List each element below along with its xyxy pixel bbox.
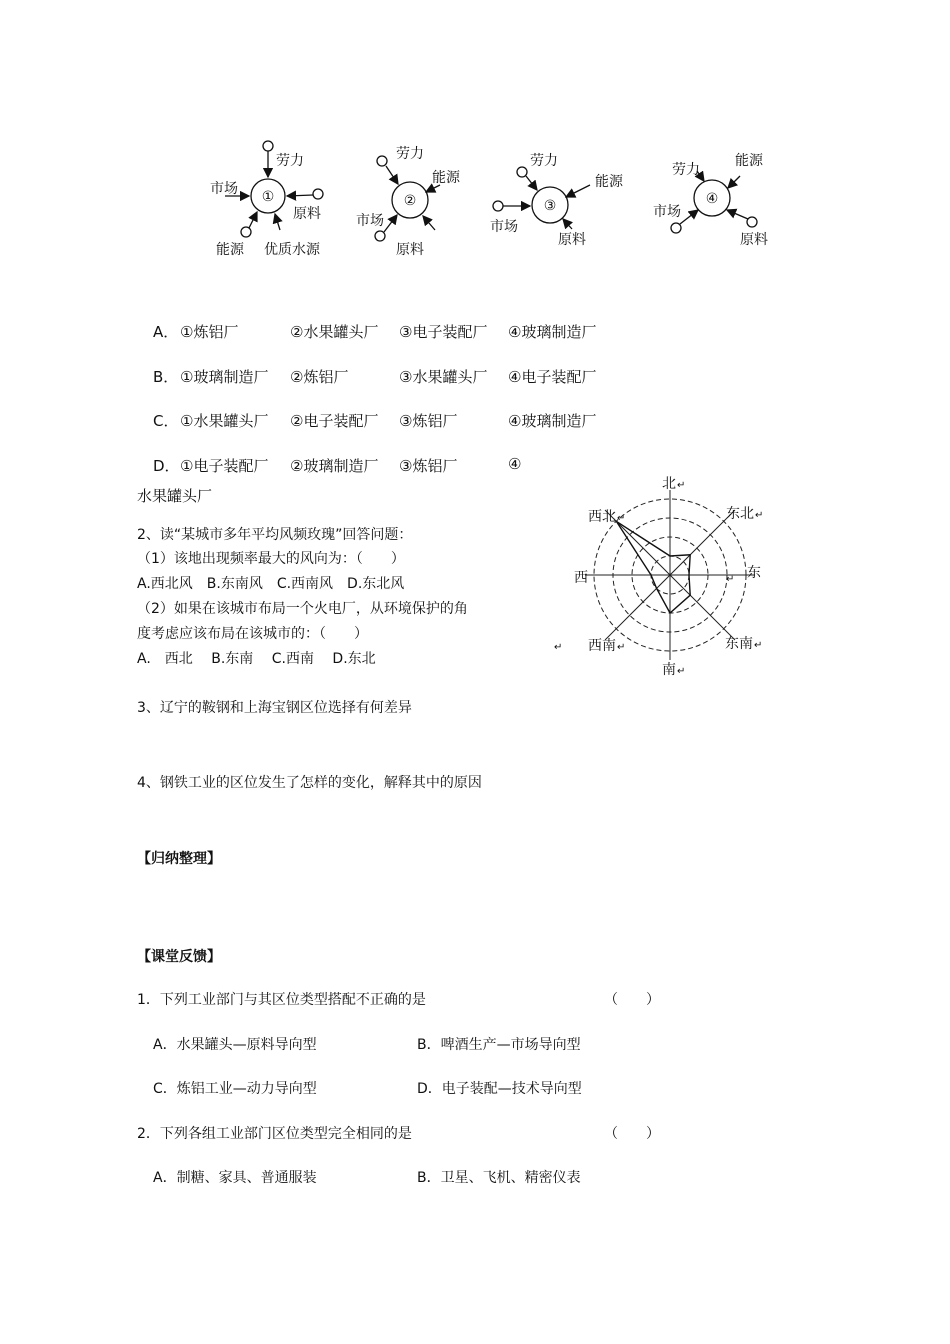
option-item: ④ — [508, 455, 522, 473]
label-s: 南 — [662, 662, 676, 678]
label-e: 东 — [747, 565, 761, 581]
diagram-2-labor: 劳力 — [396, 146, 424, 162]
return-mark: ↵ — [617, 513, 626, 524]
label-nw: 西北 — [588, 509, 616, 525]
f1-question: 1．下列工业部门与其区位类型搭配不正确的是 — [137, 992, 426, 1008]
label-se: 东南 — [725, 636, 753, 652]
option-item: ④玻璃制造厂 — [508, 323, 597, 341]
diagram-2-symbol: ② — [403, 193, 417, 209]
diagram-3-market: 市场 — [490, 219, 518, 235]
return-mark: ↵ — [677, 480, 686, 491]
f2-option-a: A．制糖、家具、普通服装 — [153, 1170, 317, 1186]
wind-rose — [550, 470, 780, 685]
option-item: ②水果罐头厂 — [290, 323, 379, 341]
diagram-3-raw: 原料 — [558, 232, 586, 248]
option-item: ①水果罐头厂 — [180, 412, 269, 430]
q2-sub2-options: A. 西北 B.东南 C.西南 D.东北 — [137, 651, 376, 667]
option-item: ②玻璃制造厂 — [290, 457, 379, 475]
f2-option-b: B．卫星、飞机、精密仪表 — [417, 1170, 581, 1186]
return-mark: ↵ — [755, 510, 764, 521]
option-letter: B． — [153, 368, 179, 386]
diagram-2-market: 市场 — [356, 213, 384, 229]
option-letter: D． — [153, 457, 180, 475]
f1-option-c: C．炼铝工业—动力导向型 — [153, 1081, 317, 1097]
option-item: ③水果罐头厂 — [399, 368, 488, 386]
diagram-4-market: 市场 — [653, 204, 681, 220]
return-mark: ↵ — [754, 640, 763, 651]
label-sw: 西南 — [588, 638, 616, 654]
diagram-2-energy: 能源 — [432, 170, 460, 186]
option-item: ②炼铝厂 — [290, 368, 349, 386]
diagram-1-raw: 原料 — [293, 206, 321, 222]
option-item: ①炼铝厂 — [180, 323, 239, 341]
option-letter: C． — [153, 412, 179, 430]
diagram-3-labor: 劳力 — [530, 153, 558, 169]
diagram-1-energy: 能源 — [216, 242, 244, 258]
diagram-3-energy: 能源 — [595, 174, 623, 190]
diagram-1-symbol: ① — [261, 189, 275, 205]
q2-sub1-options: A.西北风 B.东南风 C.西南风 D.东北风 — [137, 576, 405, 592]
f1-option-b: B．啤酒生产—市场导向型 — [417, 1037, 581, 1053]
option-item: ②电子装配厂 — [290, 412, 379, 430]
return-mark: ↵ — [554, 642, 563, 653]
label-ne: 东北 — [726, 506, 754, 522]
diagram-4-labor: 劳力 — [672, 162, 700, 178]
diagram-4-raw: 原料 — [740, 232, 768, 248]
option-item: ③炼铝厂 — [399, 412, 458, 430]
option-d-tail: 水果罐头厂 — [137, 487, 213, 505]
q2-sub2-line1: （2）如果在该城市布局一个火电厂，从环境保护的角 — [137, 601, 468, 617]
label-w: 西 — [574, 570, 588, 586]
option-letter: A． — [153, 323, 179, 341]
wind-frequency-polygon — [616, 521, 690, 613]
option-item: ③炼铝厂 — [399, 457, 458, 475]
q2-sub2-line2: 度考虑应该布局在该城市的：（ ） — [137, 626, 368, 642]
f2-answer-paren: （ ） — [604, 1126, 660, 1142]
diagram-3-symbol: ③ — [543, 198, 557, 214]
option-item: ④电子装配厂 — [508, 368, 597, 386]
diagram-1-market: 市场 — [210, 181, 238, 197]
f1-answer-paren: （ ） — [604, 992, 660, 1008]
return-mark: ↵ — [677, 666, 686, 677]
location-factor-diagrams — [200, 130, 790, 270]
diagram-2-raw: 原料 — [396, 242, 424, 258]
q2-sub1: （1）该地出现频率最大的风向为：（ ） — [137, 551, 405, 567]
q2-title: 2、读“某城市多年平均风频玫瑰”回答问题： — [137, 527, 413, 543]
diagram-4-energy: 能源 — [735, 153, 763, 169]
option-item: ③电子装配厂 — [399, 323, 488, 341]
diagram-1-water: 优质水源 — [264, 242, 320, 258]
diagram-4-symbol: ④ — [705, 191, 719, 207]
return-mark: ↵ — [617, 642, 626, 653]
f1-option-a: A．水果罐头—原料导向型 — [153, 1037, 317, 1053]
f2-question: 2．下列各组工业部门区位类型完全相同的是 — [137, 1126, 412, 1142]
question-3: 3、辽宁的鞍钢和上海宝钢区位选择有何差异 — [137, 700, 412, 716]
diagram-1-labor: 劳力 — [276, 153, 304, 169]
label-n: 北 — [662, 476, 676, 492]
f1-option-d: D．电子装配—技术导向型 — [417, 1081, 582, 1097]
section-feedback-heading: 【课堂反馈】 — [137, 949, 221, 965]
option-item: ④玻璃制造厂 — [508, 412, 597, 430]
section-summary-heading: 【归纳整理】 — [137, 851, 221, 867]
option-item: ①玻璃制造厂 — [180, 368, 269, 386]
return-mark: ↵ — [726, 574, 735, 585]
question-4: 4、钢铁工业的区位发生了怎样的变化，解释其中的原因 — [137, 775, 482, 791]
option-item: ①电子装配厂 — [180, 457, 269, 475]
